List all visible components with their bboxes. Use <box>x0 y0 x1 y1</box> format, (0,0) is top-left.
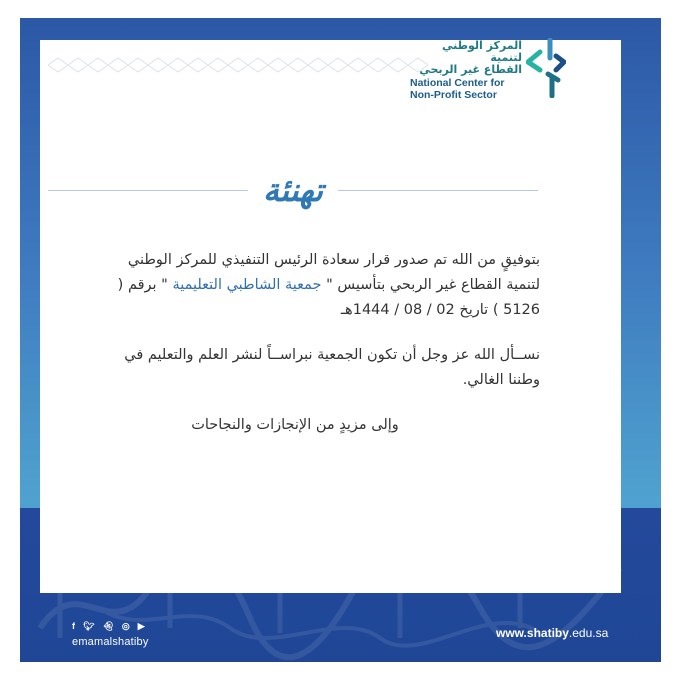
snapchat-icon[interactable]: 👻︎ <box>102 621 114 631</box>
announcement-paragraph <box>110 248 540 323</box>
website-tld: .edu.sa <box>568 626 609 640</box>
social-handle[interactable]: emamalshatiby <box>72 636 149 648</box>
social-block <box>72 620 172 660</box>
title-row <box>48 168 538 216</box>
decorative-pattern <box>48 56 428 74</box>
title-divider-left <box>48 190 248 191</box>
title-divider-right <box>338 190 538 191</box>
facebook-icon[interactable]: f <box>72 621 75 631</box>
social-icons <box>72 620 172 632</box>
prayer-paragraph: نســأل الله عز وجل أن تكون الجمعية نبراســاً لنشر العلم والتعليم في وطننا الغالي. <box>124 347 540 388</box>
logo-english-line2: Non-Profit Sector <box>410 89 497 101</box>
instagram-icon[interactable]: ◎ <box>121 621 130 631</box>
logo-arabic-line2: القطاع غير الربحي <box>419 63 522 76</box>
logo-text <box>410 40 522 101</box>
closing-line: وإلى مزيدٍ من الإنجازات والنجاحات <box>191 417 399 433</box>
announcement-text-part1: بتوفيقٍ من الله تم صدور قرار سعادة الرئيس التنفيذي للمركز الوطني لتنمية القطاع غير الربحي بتأسيس " <box>127 252 540 293</box>
announcement-body <box>110 248 540 438</box>
youtube-icon[interactable]: ▶ <box>137 621 145 631</box>
ncnp-logo <box>410 34 570 104</box>
announcement-text-part2: " برقم ( 5126 ) تاريخ 02 / 08 / 1444هـ <box>117 277 540 318</box>
twitter-icon[interactable]: 🐦︎ <box>83 621 95 631</box>
logo-mark-icon <box>526 38 566 98</box>
website-domain: www.shatiby <box>496 626 569 640</box>
logo-arabic-line1: المركز الوطني لتنمية <box>442 39 522 64</box>
page-title: تهنئة <box>262 171 324 209</box>
logo-english-line1: National Center for <box>410 77 505 89</box>
website-link[interactable] <box>496 626 608 640</box>
association-name: جمعية الشاطبي التعليمية <box>167 277 327 293</box>
